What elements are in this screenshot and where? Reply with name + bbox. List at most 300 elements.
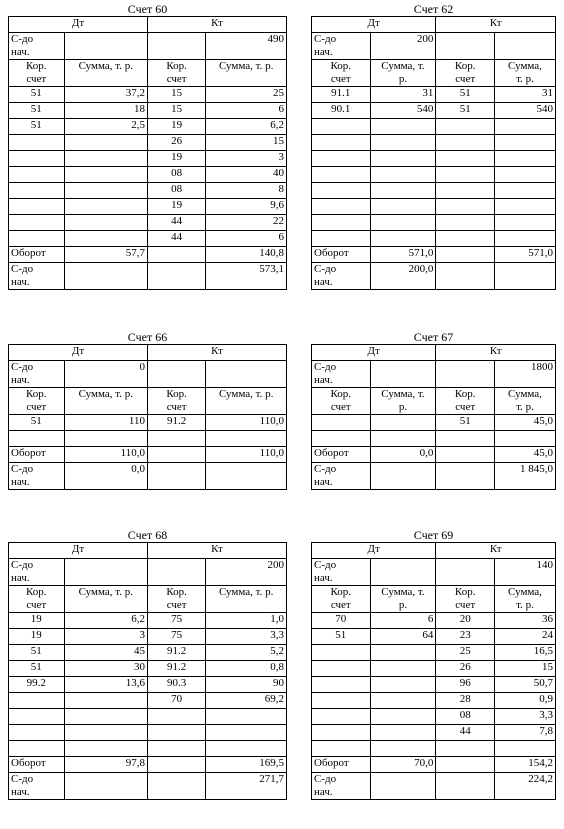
t-account-table [8,344,287,490]
credit-header: Кт [436,345,556,361]
debit-account: 19 [9,613,65,629]
credit-amount: 40 [206,167,287,183]
closing-credit: 224,2 [494,773,555,800]
credit-amount [494,199,555,215]
label-line: Кор. [330,60,352,72]
credit-amount: 69,2 [206,693,287,709]
credit-amount [494,431,555,447]
turnover-credit: 110,0 [206,447,287,463]
opening-debit: 200 [370,33,436,60]
credit-account: 91.2 [147,661,205,677]
side-header-row [312,17,556,33]
entry-row [312,725,556,741]
label-line: С-до [314,263,337,275]
label-line: Сумма, [508,388,542,400]
entry-row [312,135,556,151]
side-header-row [9,17,287,33]
debit-account: 51 [9,661,65,677]
entry-row [312,119,556,135]
debit-account: 51 [9,119,65,135]
opening-balance-label [9,33,65,60]
entry-row [312,431,556,447]
label-line: С-до [11,33,34,45]
label-line: С-до [11,361,34,373]
label-line: Кор. [454,586,476,598]
credit-amount [494,215,555,231]
credit-amount [494,167,555,183]
credit-header: Кт [147,17,286,33]
closing-debit [64,773,147,800]
debit-account-header [312,586,371,613]
label-line: нач. [314,476,333,488]
debit-amount [64,167,147,183]
account-67 [311,330,556,490]
debit-account [312,709,371,725]
debit-account [9,167,65,183]
spacer-cell [147,559,205,586]
credit-amount: 3,3 [494,709,555,725]
opening-debit: 0 [64,361,147,388]
debit-account [9,199,65,215]
debit-amount [370,119,436,135]
label-line: нач. [314,786,333,798]
debit-amount [370,215,436,231]
label-line: С-до [314,361,337,373]
entry-row [312,183,556,199]
debit-amount [64,151,147,167]
closing-debit: 200,0 [370,263,436,290]
turnover-row [312,247,556,263]
debit-sum-header [370,586,436,613]
label-line: Сумма, т. [381,586,425,598]
debit-account: 51 [312,629,371,645]
closing-credit: 1 845,0 [494,463,555,490]
debit-amount: 31 [370,87,436,103]
turnover-label: Оборот [9,247,65,263]
credit-sum-header [494,388,555,415]
debit-amount [370,725,436,741]
debit-account [312,119,371,135]
credit-amount: 8 [206,183,287,199]
turnover-credit: 154,2 [494,757,555,773]
credit-amount: 6 [206,103,287,119]
debit-amount: 3 [64,629,147,645]
spacer-cell [436,463,495,490]
credit-account: 75 [147,613,205,629]
t-account-table [311,344,556,490]
opening-balance-label [312,559,371,586]
label-line: Кор. [454,388,476,400]
label-line: С-до [11,263,34,275]
credit-account [436,741,495,757]
label-line: счет [330,73,351,85]
label-line: счет [330,401,351,413]
turnover-credit: 45,0 [494,447,555,463]
turnover-credit: 169,5 [206,757,287,773]
debit-account-header [9,60,65,87]
opening-debit [370,559,436,586]
credit-account: 26 [147,135,205,151]
label-line: Сумма, т. [381,60,425,72]
credit-account: 91.2 [147,415,205,431]
label-line: счет [330,599,351,611]
entry-row [9,119,287,135]
debit-account [312,645,371,661]
credit-header: Кт [147,345,286,361]
debit-account [312,199,371,215]
turnover-label: Оборот [9,757,65,773]
column-header-row [312,388,556,415]
opening-balance-row [9,559,287,586]
debit-account [312,693,371,709]
label-line: С-до [11,773,34,785]
credit-account-header [436,388,495,415]
debit-amount: 6,2 [64,613,147,629]
entry-row [9,661,287,677]
credit-header: Кт [436,17,556,33]
debit-account [9,135,65,151]
column-header-row [9,60,287,87]
debit-amount: 37,2 [64,87,147,103]
turnover-label: Оборот [312,447,371,463]
credit-amount [494,231,555,247]
credit-account: 20 [436,613,495,629]
entry-row [312,629,556,645]
credit-account: 08 [147,167,205,183]
t-account-table [8,16,287,290]
turnover-row [9,447,287,463]
credit-amount: 3,3 [206,629,287,645]
debit-amount [64,709,147,725]
debit-amount [370,167,436,183]
credit-amount [494,151,555,167]
credit-account: 19 [147,119,205,135]
closing-credit: 271,7 [206,773,287,800]
debit-sum-header [370,388,436,415]
label-line: Сумма, т. р. [218,586,274,598]
debit-amount [370,199,436,215]
label-line: р. [398,73,408,85]
credit-account: 75 [147,629,205,645]
credit-account: 23 [436,629,495,645]
label-line: р. [398,401,408,413]
credit-amount: 31 [494,87,555,103]
debit-amount [370,661,436,677]
side-header-row [312,345,556,361]
debit-amount: 2,5 [64,119,147,135]
debit-amount [64,135,147,151]
label-line: счет [26,599,47,611]
entry-row [312,709,556,725]
debit-account-header [9,586,65,613]
credit-account: 08 [436,709,495,725]
credit-amount: 22 [206,215,287,231]
credit-amount [206,725,287,741]
debit-amount [64,215,147,231]
debit-account: 51 [9,87,65,103]
closing-balance-label [9,263,65,290]
debit-amount [370,709,436,725]
credit-amount: 9,6 [206,199,287,215]
entry-row [9,677,287,693]
credit-account: 51 [436,103,495,119]
turnover-label: Оборот [9,447,65,463]
debit-sum-header [370,60,436,87]
spacer-cell [436,361,495,388]
entry-row [9,151,287,167]
debit-account [312,415,371,431]
account-title: Счет 68 [127,528,168,542]
debit-sum-header [64,388,147,415]
debit-account [312,725,371,741]
spacer-cell [436,33,495,60]
credit-account: 44 [147,215,205,231]
debit-account [312,231,371,247]
debit-amount: 45 [64,645,147,661]
debit-account [9,215,65,231]
entry-row [9,613,287,629]
debit-account [9,709,65,725]
label-line: Сумма, т. р. [78,60,133,72]
debit-amount: 6 [370,613,436,629]
account-title: Счет 62 [413,2,454,16]
debit-account [312,677,371,693]
entry-row [312,151,556,167]
credit-amount: 36 [494,613,555,629]
credit-account [436,199,495,215]
credit-account [436,167,495,183]
label-line: Кор. [26,586,47,598]
entry-row [9,629,287,645]
closing-balance-row [9,263,287,290]
entry-row [312,87,556,103]
closing-credit [206,463,287,490]
credit-account-header [147,388,205,415]
closing-balance-row [312,773,556,800]
debit-account [312,183,371,199]
label-line: счет [166,599,187,611]
account-66 [8,330,287,490]
entry-row [9,709,287,725]
credit-amount: 3 [206,151,287,167]
credit-amount: 5,2 [206,645,287,661]
label-line: Кор. [330,388,352,400]
debit-amount [370,693,436,709]
account-62 [311,2,556,290]
debit-account [9,231,65,247]
credit-amount: 25 [206,87,287,103]
credit-account [436,135,495,151]
closing-debit [370,773,436,800]
debit-account: 70 [312,613,371,629]
debit-account [9,693,65,709]
closing-debit [64,263,147,290]
closing-balance-row [9,773,287,800]
debit-account [312,431,371,447]
turnover-row [9,757,287,773]
credit-header: Кт [436,543,556,559]
turnover-row [312,757,556,773]
label-line: С-до [11,559,34,571]
opening-balance-label [312,361,371,388]
spacer-cell [436,247,495,263]
label-line: т. р. [516,73,534,85]
account-68 [8,528,287,800]
opening-credit: 200 [206,559,287,586]
debit-amount [64,741,147,757]
credit-account: 44 [436,725,495,741]
closing-balance-label [312,263,371,290]
label-line: нач. [314,374,333,386]
label-line: нач. [11,786,30,798]
credit-account-header [147,60,205,87]
entry-row [9,231,287,247]
opening-balance-row [9,33,287,60]
debit-account [312,741,371,757]
spacer-cell [147,361,205,388]
label-line: счет [455,401,476,413]
opening-credit: 490 [206,33,287,60]
turnover-debit: 70,0 [370,757,436,773]
opening-debit [64,559,147,586]
label-line: нач. [314,572,333,584]
credit-amount: 110,0 [206,415,287,431]
closing-credit: 573,1 [206,263,287,290]
label-line: счет [455,73,476,85]
credit-amount: 6 [206,231,287,247]
credit-account [147,709,205,725]
label-line: т. р. [516,401,534,413]
credit-amount: 0,9 [494,693,555,709]
debit-amount [64,431,147,447]
entry-row [9,215,287,231]
closing-debit: 0,0 [64,463,147,490]
label-line: Кор. [166,388,187,400]
opening-balance-label [9,559,65,586]
debit-header: Дт [312,543,436,559]
debit-amount: 18 [64,103,147,119]
label-line: нач. [11,476,30,488]
label-line: счет [26,73,47,85]
entry-row [9,415,287,431]
spacer-cell [436,559,495,586]
turnover-debit: 57,7 [64,247,147,263]
credit-account: 15 [147,103,205,119]
label-line: нач. [11,276,30,288]
label-line: Кор. [26,388,47,400]
debit-header: Дт [312,345,436,361]
account-69 [311,528,556,800]
column-header-row [9,388,287,415]
turnover-credit: 571,0 [494,247,555,263]
debit-amount [64,199,147,215]
debit-account [9,151,65,167]
closing-balance-row [312,263,556,290]
opening-balance-row [9,361,287,388]
debit-account: 91.1 [312,87,371,103]
debit-amount [370,677,436,693]
spacer-cell [147,757,205,773]
entry-row [312,613,556,629]
label-line: Кор. [330,586,352,598]
debit-amount [64,693,147,709]
debit-account-header [9,388,65,415]
credit-amount [494,135,555,151]
account-title: Счет 67 [413,330,454,344]
credit-account [436,215,495,231]
account-60 [8,2,287,290]
side-header-row [312,543,556,559]
label-line: С-до [11,463,34,475]
debit-account [312,215,371,231]
entry-row [312,677,556,693]
t-account-table [311,16,556,290]
label-line: Сумма, т. р. [218,388,274,400]
debit-account [9,183,65,199]
credit-amount [206,431,287,447]
label-line: нач. [11,46,30,58]
debit-account [312,135,371,151]
turnover-debit: 571,0 [370,247,436,263]
label-line: нач. [11,572,30,584]
closing-balance-label [9,463,65,490]
closing-debit [370,463,436,490]
spacer-cell [436,773,495,800]
credit-sum-header [494,60,555,87]
account-title: Счет 66 [127,330,168,344]
opening-credit [494,33,555,60]
label-line: Кор. [454,60,476,72]
entry-row [9,645,287,661]
debit-amount [370,415,436,431]
opening-balance-label [312,33,371,60]
spacer-cell [147,463,205,490]
debit-amount: 540 [370,103,436,119]
credit-amount: 0,8 [206,661,287,677]
entry-row [9,693,287,709]
t-account-table [311,542,556,800]
credit-amount [494,119,555,135]
label-line: С-до [314,773,337,785]
credit-amount: 1,0 [206,613,287,629]
entry-row [312,199,556,215]
credit-amount: 7,8 [494,725,555,741]
debit-amount [370,151,436,167]
credit-amount [206,709,287,725]
credit-account [436,183,495,199]
opening-balance-label [9,361,65,388]
credit-account [436,431,495,447]
label-line: С-до [314,33,337,45]
label-line: Сумма, т. р. [218,60,274,72]
credit-amount: 15 [494,661,555,677]
credit-account-header [147,586,205,613]
entry-row [312,231,556,247]
opening-credit [206,361,287,388]
credit-account-header [436,60,495,87]
opening-balance-row [312,33,556,60]
credit-amount: 90 [206,677,287,693]
debit-account [9,431,65,447]
debit-amount [370,741,436,757]
label-line: счет [166,73,187,85]
credit-account: 28 [436,693,495,709]
entry-row [9,87,287,103]
debit-amount: 13,6 [64,677,147,693]
label-line: счет [455,599,476,611]
credit-amount: 6,2 [206,119,287,135]
debit-account-header [312,60,371,87]
